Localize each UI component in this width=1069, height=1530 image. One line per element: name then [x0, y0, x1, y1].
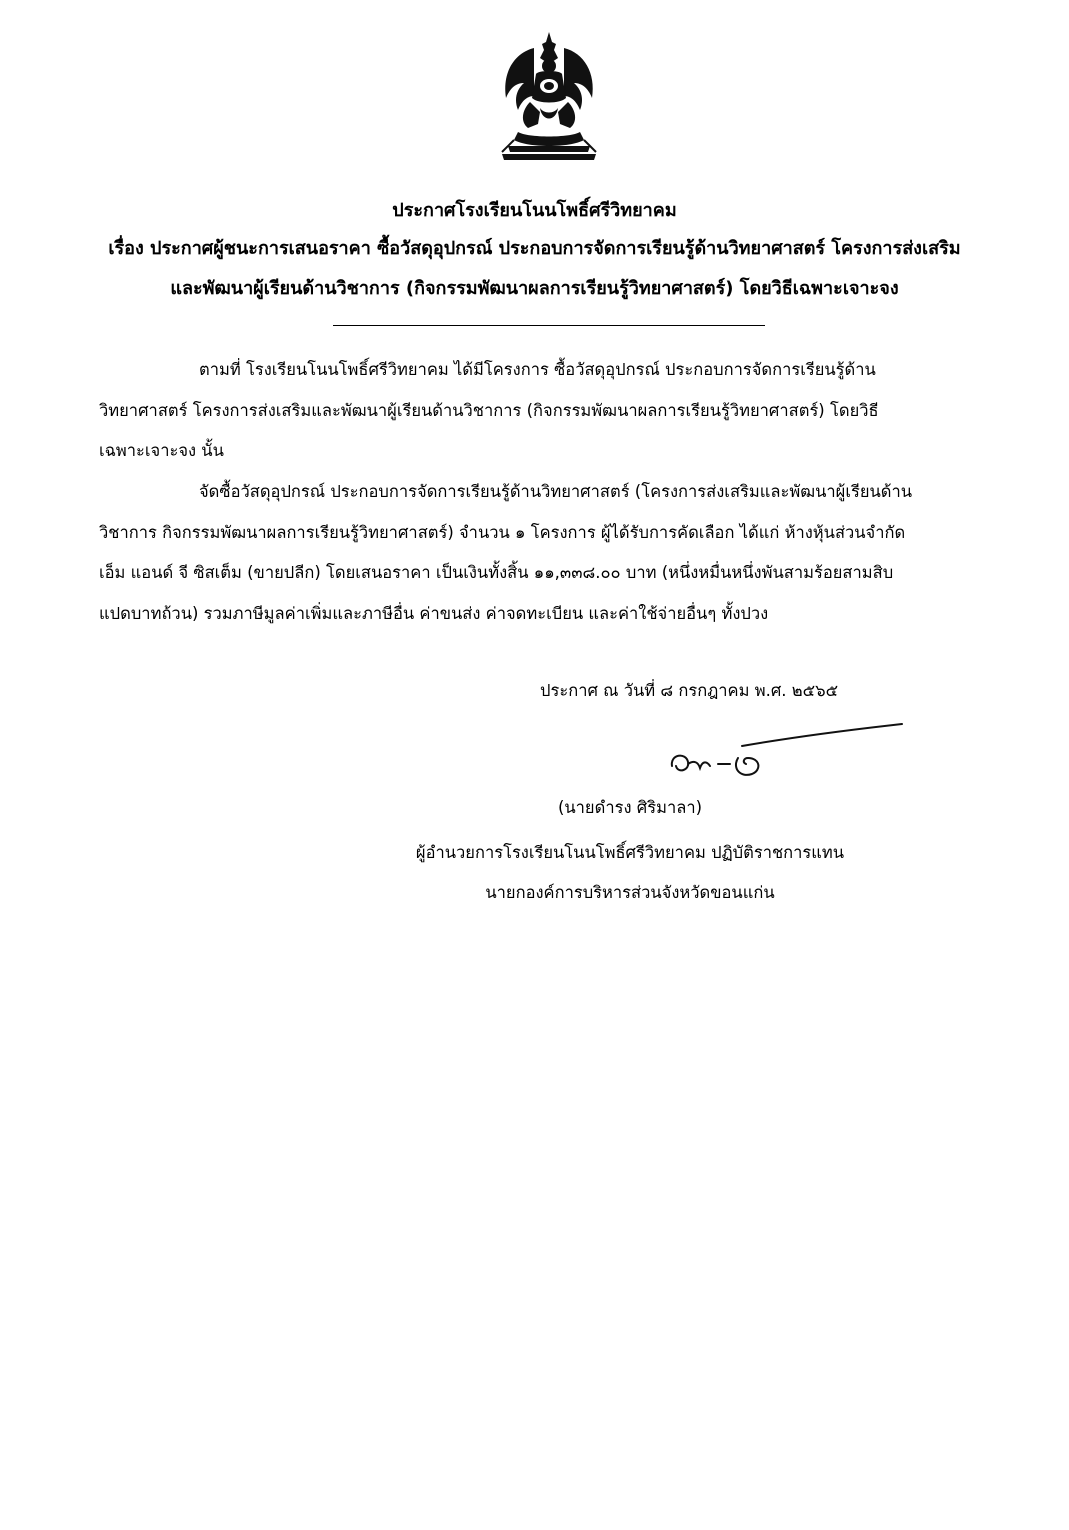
garuda-emblem-icon: [494, 28, 604, 168]
paragraph-line: วิทยาศาสตร์ โครงการส่งเสริมและพัฒนาผู้เรียนด้านวิชาการ (กิจกรรมพัฒนาผลการเรียนรู้วิทยาศาสตร์) โดยวิธี: [99, 400, 879, 420]
handwritten-signature: [668, 718, 908, 788]
paragraph-line: เฉพาะเจาะจง นั้น: [99, 441, 224, 460]
signatory-position-1: ผู้อำนวยการโรงเรียนโนนโพธิ์ศรีวิทยาคม ปฏิบัติราชการแทน: [415, 843, 845, 862]
announcement-date: ประกาศ ณ วันที่ ๘ กรกฎาคม พ.ศ. ๒๕๖๕: [540, 681, 839, 700]
body-paragraph-2: [99, 472, 979, 634]
paragraph-line: วิชาการ กิจกรรมพัฒนาผลการเรียนรู้วิทยาศาสตร์) จำนวน ๑ โครงการ ผู้ได้รับการคัดเลือก ได้แก่ ห้างหุ้นส่วนจำกัด: [99, 522, 906, 542]
body-paragraph-1: [99, 350, 979, 472]
signatory-name: (นายดำรง ศิริมาลา): [557, 798, 703, 817]
subject-line-2: และพัฒนาผู้เรียนด้านวิชาการ (กิจกรรมพัฒนาผลการเรียนรู้วิทยาศาสตร์) โดยวิธีเฉพาะเจาะจง: [170, 278, 899, 299]
header-divider: [333, 325, 765, 326]
paragraph-line: แปดบาทถ้วน) รวมภาษีมูลค่าเพิ่มและภาษีอื่น ค่าขนส่ง ค่าจดทะเบียน และค่าใช้จ่ายอื่นๆ ทั้งปวง: [99, 603, 769, 623]
paragraph-line: เอ็ม แอนด์ จี ซิสเต็ม (ขายปลีก) โดยเสนอราคา เป็นเงินทั้งสิ้น ๑๑,๓๓๘.๐๐ บาท (หนึ่งหมื่นหนึ่งพันสามร้อยสามสิบ: [99, 563, 894, 582]
paragraph-line: จัดซื้อวัสดุอุปกรณ์ ประกอบการจัดการเรียนรู้ด้านวิทยาศาสตร์ (โครงการส่งเสริมและพัฒนาผู้เรียนด้าน: [199, 482, 913, 501]
announcement-title: ประกาศโรงเรียนโนนโพธิ์ศรีวิทยาคม: [392, 200, 677, 221]
signatory-position-2: นายกองค์การบริหารส่วนจังหวัดขอนแก่น: [485, 883, 775, 902]
subject-line-1: เรื่อง ประกาศผู้ชนะการเสนอราคา ซื้อวัสดุอุปกรณ์ ประกอบการจัดการเรียนรู้ด้านวิทยาศาสตร์ โครงการส่งเสริม: [108, 238, 961, 259]
paragraph-line: ตามที่ โรงเรียนโนนโพธิ์ศรีวิทยาคม ได้มีโครงการ ซื้อวัสดุอุปกรณ์ ประกอบการจัดการเรียนรู้ด้าน: [199, 360, 876, 379]
